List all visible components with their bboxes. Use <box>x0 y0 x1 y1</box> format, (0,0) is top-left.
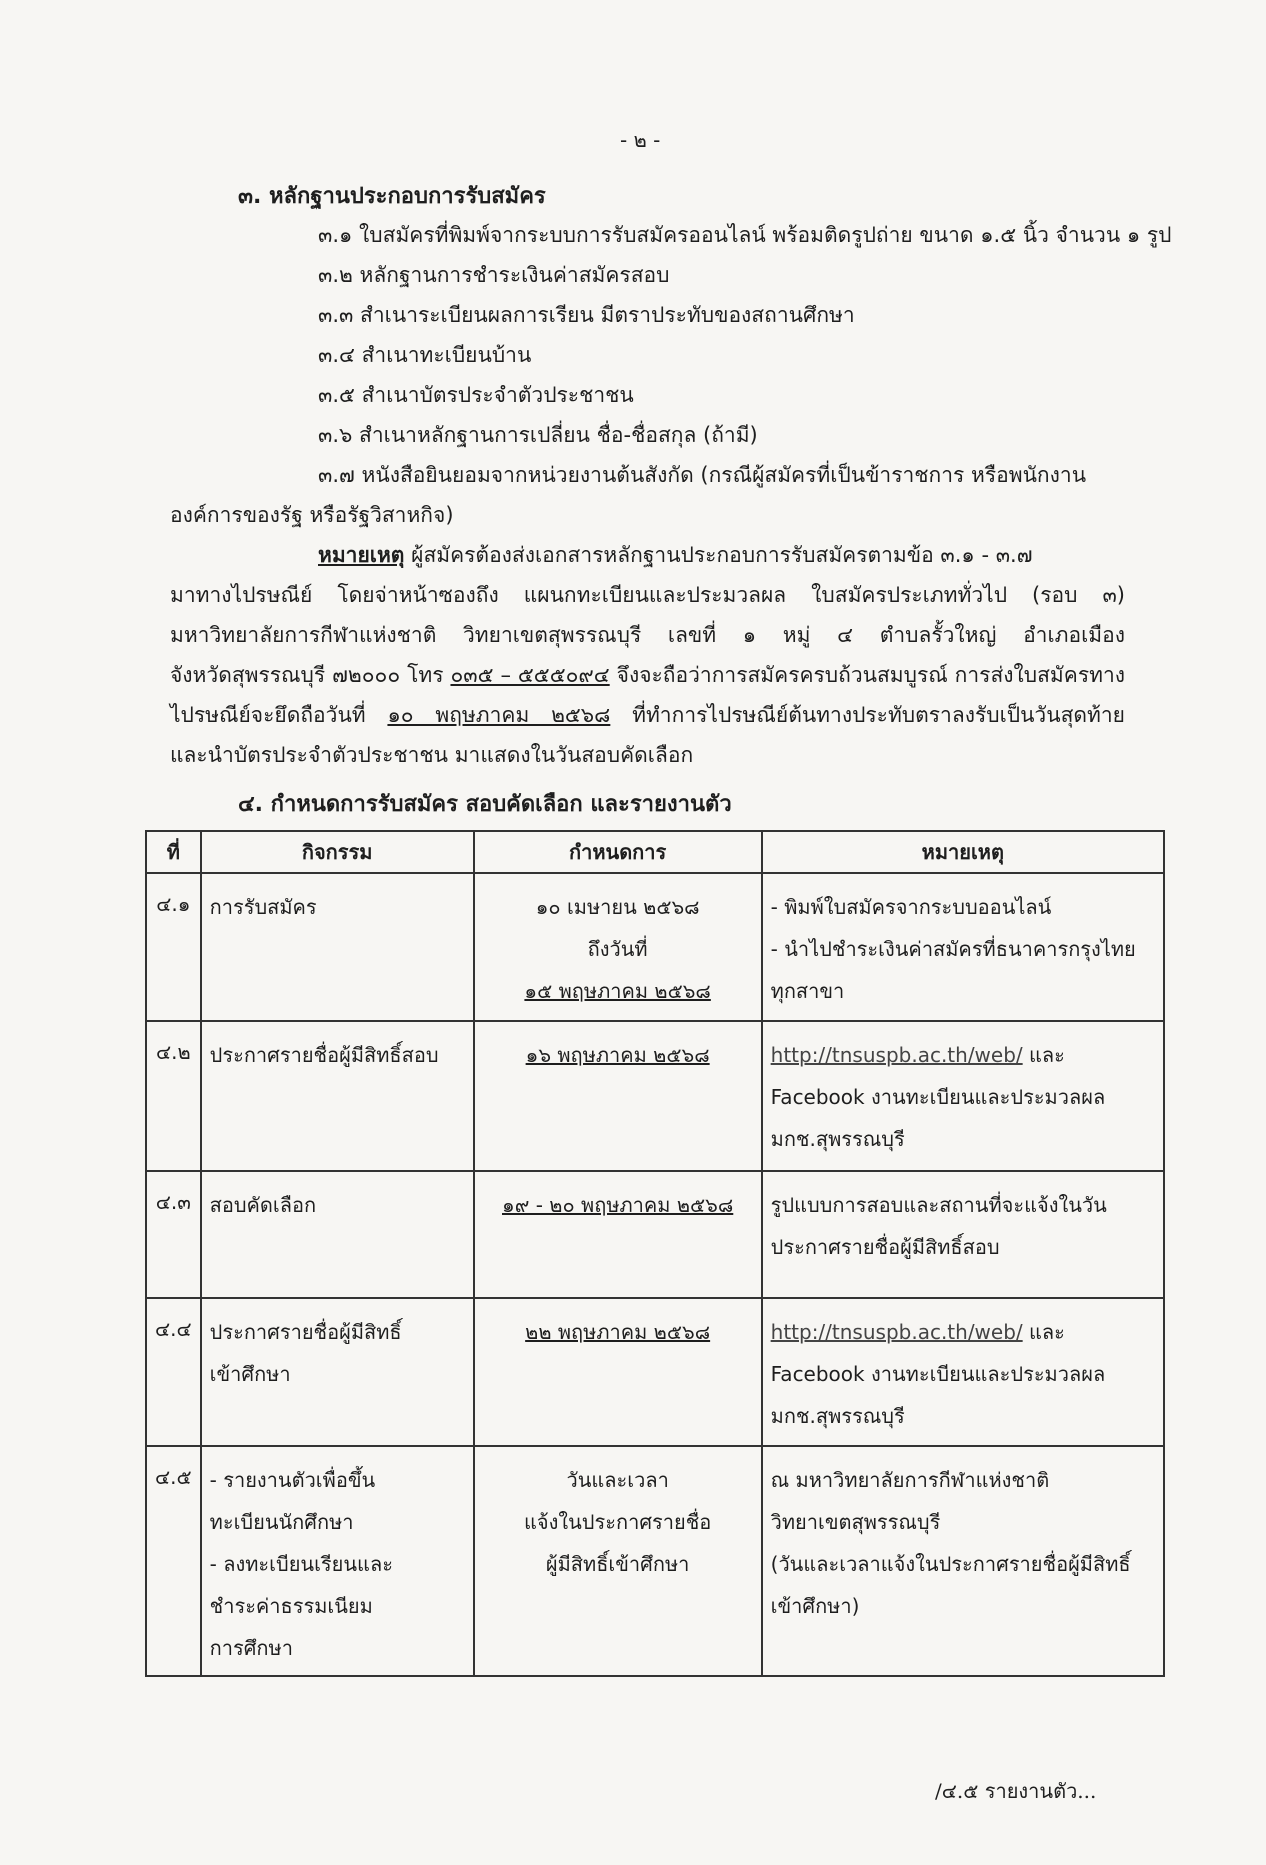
col-header-activity: กิจกรรม <box>201 831 474 873</box>
row-activity: - รายงานตัวเพื่อขึ้น ทะเบียนนักศึกษา - ลงทะเบียนเรียนและ ชำระค่าธรรมเนียม การศึกษา <box>201 1446 474 1676</box>
section3-item-5: ๓.๕ สำเนาบัตรประจำตัวประชาชน <box>318 383 634 407</box>
website-link[interactable]: http://tnsuspb.ac.th/web/ <box>770 1320 1023 1344</box>
row-schedule: ๑๙ - ๒๐ พฤษภาคม ๒๕๖๘ <box>474 1171 762 1298</box>
note-line-5-b: ที่ทำการไปรษณีย์ต้นทางประทับตราลงรับเป็นวันสุดท้าย <box>632 703 1125 727</box>
col-header-remark: หมายเหตุ <box>762 831 1164 873</box>
row-schedule: ๑๖ พฤษภาคม ๒๕๖๘ <box>474 1021 762 1171</box>
table-row <box>146 873 1164 1021</box>
row-schedule: ๒๒ พฤษภาคม ๒๕๖๘ <box>474 1298 762 1446</box>
note-line-4 <box>170 659 1125 692</box>
row-remark: - พิมพ์ใบสมัครจากระบบออนไลน์ - นำไปชำระเงินค่าสมัครที่ธนาคารกรุงไทย ทุกสาขา <box>762 873 1164 1021</box>
row-activity: สอบคัดเลือก <box>201 1171 474 1298</box>
note-line-6: และนำบัตรประจำตัวประชาชน มาแสดงในวันสอบคัดเลือก <box>170 743 694 767</box>
col-header-no: ที่ <box>146 831 201 873</box>
row-no: ๔.๕ <box>146 1446 201 1676</box>
deadline-date: ๑๐ พฤษภาคม ๒๕๖๘ <box>387 703 611 727</box>
note-label: หมายเหตุ <box>318 543 405 567</box>
row-activity: ประกาศรายชื่อผู้มีสิทธิ์ เข้าศึกษา <box>201 1298 474 1446</box>
table-row <box>146 1021 1164 1171</box>
section3-item-3: ๓.๓ สำเนาระเบียนผลการเรียน มีตราประทับของสถานศึกษา <box>318 303 855 327</box>
note-line-2: มาทางไปรษณีย์ โดยจ่าหน้าซองถึง แผนกทะเบียนและประมวลผล ใบสมัครประเภททั่วไป (รอบ ๓) <box>170 583 1125 607</box>
row-remark: http://tnsuspb.ac.th/web/ และ Facebook งานทะเบียนและประมวลผล มกช.สุพรรณบุรี <box>762 1298 1164 1446</box>
row-schedule: ๑๐ เมษายน ๒๕๖๘ ถึงวันที่ ๑๕ พฤษภาคม ๒๕๖๘ <box>474 873 762 1021</box>
note-line-1 <box>318 539 1033 572</box>
note-line-5-a: ไปรษณีย์จะยึดถือวันที่ <box>170 703 366 727</box>
table-row <box>146 1446 1164 1676</box>
col-header-schedule: กำหนดการ <box>474 831 762 873</box>
row-no: ๔.๑ <box>146 873 201 1021</box>
note-line-4-a: จังหวัดสุพรรณบุรี ๗๒๐๐๐ โทร <box>170 663 444 687</box>
row-remark: ณ มหาวิทยาลัยการกีฬาแห่งชาติ วิทยาเขตสุพรรณบุรี (วันและเวลาแจ้งในประกาศรายชื่อผู้มีสิทธิ์ เข้าศึกษา) <box>762 1446 1164 1676</box>
section4-heading: ๔. กำหนดการรับสมัคร สอบคัดเลือก และรายงานตัว <box>238 792 732 817</box>
section3-item-7-line1: ๓.๗ หนังสือยินยอมจากหน่วยงานต้นสังกัด (กรณีผู้สมัครที่เป็นข้าราชการ หรือพนักงาน <box>318 463 1087 487</box>
section3-item-6: ๓.๖ สำเนาหลักฐานการเปลี่ยน ชื่อ-ชื่อสกุล (ถ้ามี) <box>318 423 758 447</box>
table-header-row <box>146 831 1164 873</box>
note-line-5 <box>170 699 1125 732</box>
schedule-table <box>145 830 1165 1677</box>
phone-number: ๐๓๕ – ๕๕๕๐๙๔ <box>450 663 610 687</box>
section3-item-7-line2: องค์การของรัฐ หรือรัฐวิสาหกิจ) <box>170 503 454 527</box>
row-no: ๔.๔ <box>146 1298 201 1446</box>
section3-heading: ๓. หลักฐานประกอบการรับสมัคร <box>238 184 546 209</box>
row-remark: http://tnsuspb.ac.th/web/ และ Facebook งานทะเบียนและประมวลผล มกช.สุพรรณบุรี <box>762 1021 1164 1171</box>
row-schedule: วันและเวลา แจ้งในประกาศรายชื่อ ผู้มีสิทธิ์เข้าศึกษา <box>474 1446 762 1676</box>
note-line-3: มหาวิทยาลัยการกีฬาแห่งชาติ วิทยาเขตสุพรรณบุรี เลขที่ ๑ หมู่ ๔ ตำบลรั้วใหญ่ อำเภอเมือง <box>170 623 1125 647</box>
page-number: - ๒ - <box>620 128 661 152</box>
table-row <box>146 1171 1164 1298</box>
row-no: ๔.๓ <box>146 1171 201 1298</box>
section3-item-4: ๓.๔ สำเนาทะเบียนบ้าน <box>318 343 532 367</box>
section3-item-1: ๓.๑ ใบสมัครที่พิมพ์จากระบบการรับสมัครออนไลน์ พร้อมติดรูปถ่าย ขนาด ๑.๕ นิ้ว จำนวน ๑ รูป <box>318 223 1172 247</box>
table-row <box>146 1298 1164 1446</box>
website-link[interactable]: http://tnsuspb.ac.th/web/ <box>770 1043 1023 1067</box>
row-activity: การรับสมัคร <box>201 873 474 1021</box>
row-no: ๔.๒ <box>146 1021 201 1171</box>
row-remark: รูปแบบการสอบและสถานที่จะแจ้งในวัน ประกาศรายชื่อผู้มีสิทธิ์สอบ <box>762 1171 1164 1298</box>
section3-item-2: ๓.๒ หลักฐานการชำระเงินค่าสมัครสอบ <box>318 263 670 287</box>
note-text-1: ผู้สมัครต้องส่งเอกสารหลักฐานประกอบการรับสมัครตามข้อ ๓.๑ - ๓.๗ <box>411 543 1033 567</box>
continuation-footer: /๔.๕ รายงานตัว... <box>935 1779 1097 1803</box>
note-line-4-b: จึงจะถือว่าการสมัครครบถ้วนสมบูรณ์ การส่งใบสมัครทาง <box>616 663 1125 687</box>
row-activity: ประกาศรายชื่อผู้มีสิทธิ์สอบ <box>201 1021 474 1171</box>
